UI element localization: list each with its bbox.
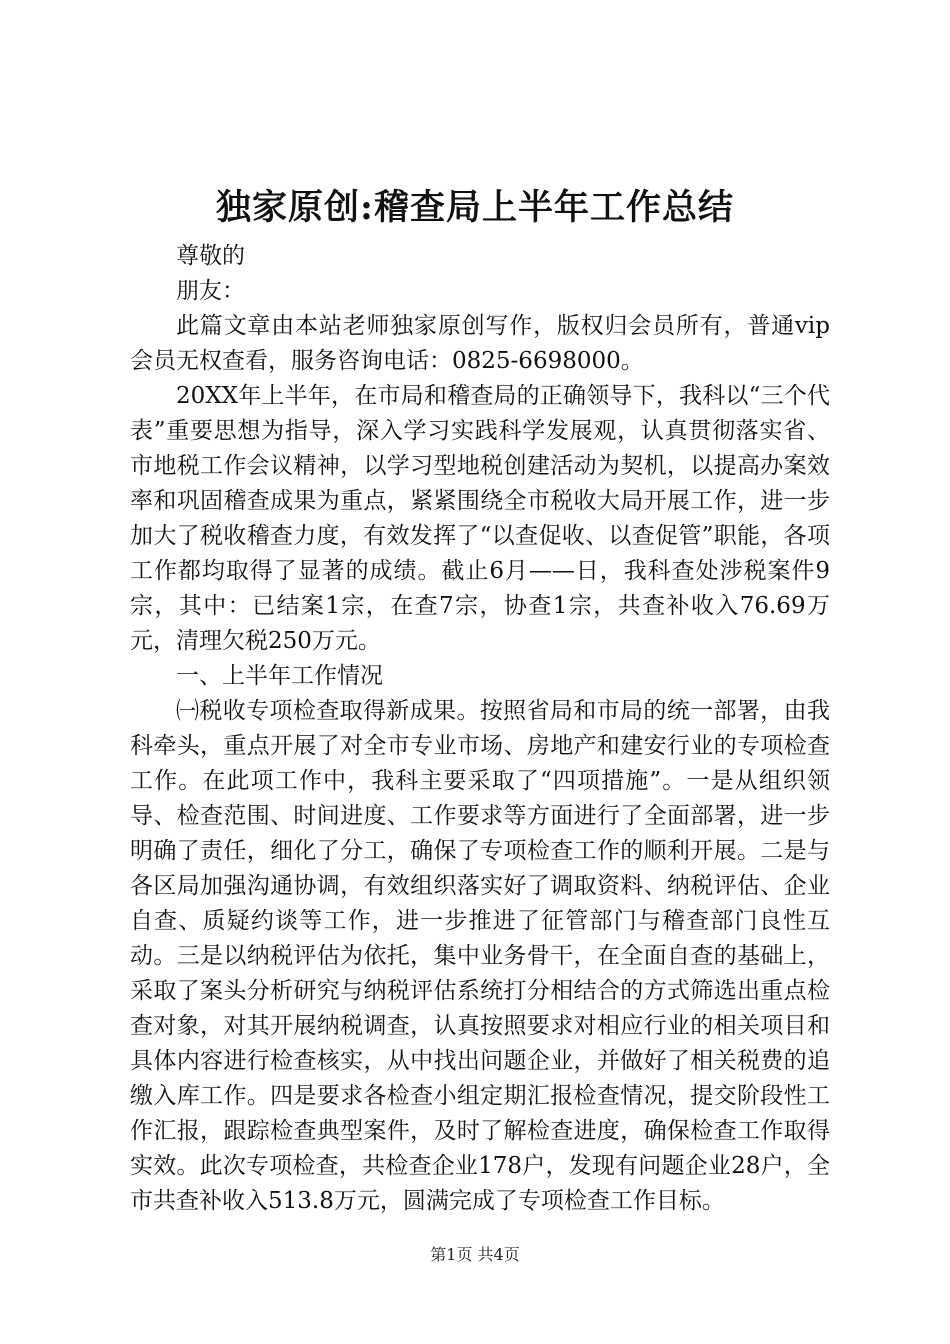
greeting-line-1: 尊敬的 [176,243,245,269]
section-heading: 一、上半年工作情况 [176,663,383,689]
greeting-line-2: 朋友： [176,278,245,304]
section-1-paragraph: ㈠税收专项检查取得新成果。按照省局和市局的统一部署，由我科牵头，重点开展了对全市专业市场、房地产和建安行业的专项检查工作。在此项工作中，我科主要采取了“四项措施”。一是从组织领导、检查范围、时间进度、工作要求等方面进行了全面部署，进一步明确了责任，细化了分工，确保了专项检查工作的顺利开展。二是与各区局加强沟通协调，有效组织落实好了调取资料、纳税评估、企业自查、质疑约谈等工作，进一步推进了征管部门与稽查部门良性互动。三是以纳税评估为依托，集中业务骨干，在全面自查的基础上，采取了案头分析研究与纳税评估系统打分相结合的方式筛选出重点检查对象，对其开展纳税调查，认真按照要求对相应行业的相关项目和具体内容进行检查核实，从中找出问题企业，并做好了相关税费的追缴入库工作。四是要求各检查小组定期汇报检查情况，提交阶段性工作汇报，跟踪检查典型案件，及时了解检查进度，确保检查工作取得实效。此次专项检查，共检查企业178户，发现有问题企业28户，全市共查补收入513.8万元，圆满完成了专项检查工作目标。 [130,698,830,1214]
copyright-notice: 此篇文章由本站老师独家原创写作，版权归会员所有，普通vip会员无权查看，服务咨询电话：0825-6698000。 [130,313,830,374]
document-title: 独家原创:稽查局上半年工作总结 [216,187,734,228]
document-body [130,239,830,1219]
intro-paragraph: 20XX年上半年，在市局和稽查局的正确领导下，我科以“三个代表”重要思想为指导，深入学习实践科学发展观，认真贯彻落实省、市地税工作会议精神，以学习型地税创建活动为契机，以提高办案效率和巩固稽查成果为重点，紧紧围绕全市税收大局开展工作，进一步加大了税收稽查力度，有效发挥了“以查促收、以查促管”职能，各项工作都均取得了显著的成绩。截止6月——日，我科查处涉税案件9宗，其中：已结案1宗，在查7宗，协查1宗，共查补收入76.69万元，清理欠税250万元。 [130,383,830,654]
page-indicator: 第1页 共4页 [430,1245,520,1264]
